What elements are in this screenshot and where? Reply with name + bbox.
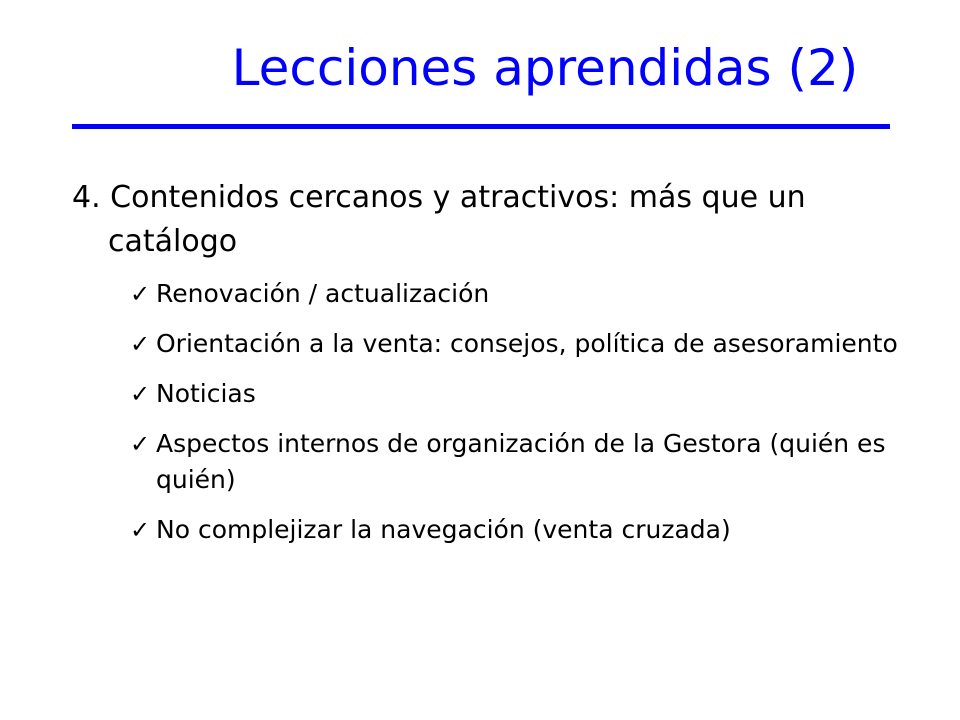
list-item-text: Renovación / actualización	[156, 279, 490, 308]
list-item-text: Noticias	[156, 379, 256, 408]
check-icon: ✓	[130, 330, 151, 358]
slide-title: Lecciones aprendidas (2)	[231, 39, 859, 97]
check-icon: ✓	[130, 380, 151, 408]
list-item	[72, 376, 902, 412]
check-icon: ✓	[130, 280, 151, 308]
main-point: 4. Contenidos cercanos y atractivos: más que un catálogo	[72, 180, 806, 259]
list-item	[72, 326, 902, 362]
title-divider	[72, 124, 890, 129]
list-item	[72, 276, 902, 312]
checklist	[72, 276, 902, 548]
list-item-text: Orientación a la venta: consejos, política de asesoramiento	[156, 329, 898, 358]
list-item-text: Aspectos internos de organización de la Gestora (quién es quién)	[156, 429, 886, 494]
list-item	[72, 512, 902, 548]
check-icon: ✓	[130, 430, 151, 458]
list-item-text: No complejizar la navegación (venta cruzada)	[156, 515, 731, 544]
list-item	[72, 426, 902, 498]
check-icon: ✓	[130, 516, 151, 544]
slide-content	[72, 176, 902, 562]
